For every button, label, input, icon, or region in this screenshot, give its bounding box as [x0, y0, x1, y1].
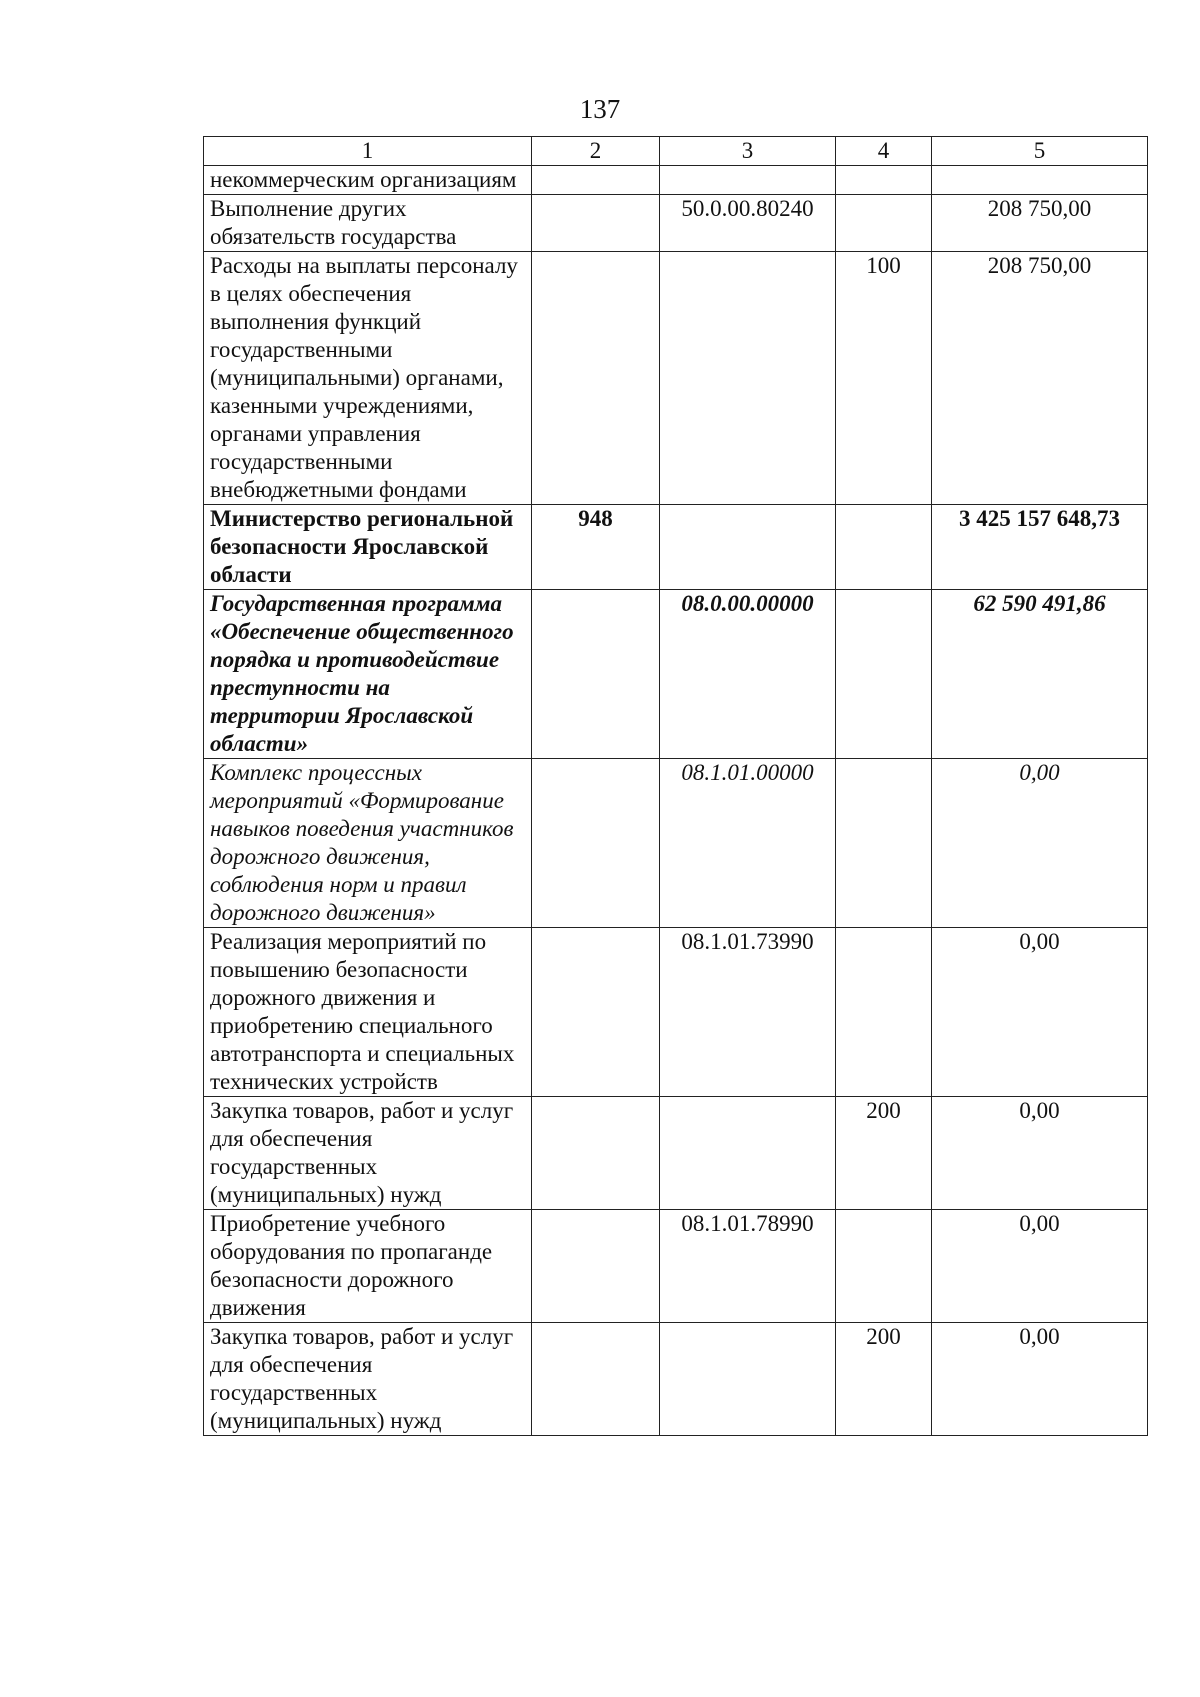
cell-name: Реализация мероприятий по повышению безопасности дорожного движения и приобретению специального автотранспорта и специальных технических устройств: [204, 928, 532, 1097]
column-header-2: 2: [532, 137, 660, 166]
cell-amount: 208 750,00: [932, 195, 1148, 252]
cell-amount: 0,00: [932, 1210, 1148, 1323]
cell-target: 08.1.01.73990: [660, 928, 836, 1097]
table-header-row: [204, 137, 1148, 166]
cell-code: [532, 195, 660, 252]
table-row: [204, 1210, 1148, 1323]
cell-code: [532, 1097, 660, 1210]
cell-target: [660, 252, 836, 505]
cell-code: [532, 1323, 660, 1436]
page-number: 137: [579, 94, 621, 124]
cell-code: 948: [532, 505, 660, 590]
cell-amount: 0,00: [932, 928, 1148, 1097]
cell-type: [836, 195, 932, 252]
cell-name: некоммерческим организациям: [204, 166, 532, 195]
cell-target: 08.0.00.00000: [660, 590, 836, 759]
cell-type: [836, 759, 932, 928]
cell-type: 200: [836, 1097, 932, 1210]
cell-name: Расходы на выплаты персоналу в целях обеспечения выполнения функций государственными (муниципальными) органами, казенными учреждениями, органами управления государственными внебюджетными фондами: [204, 252, 532, 505]
cell-amount: 3 425 157 648,73: [932, 505, 1148, 590]
cell-amount: 0,00: [932, 1097, 1148, 1210]
cell-type: 100: [836, 252, 932, 505]
cell-code: [532, 590, 660, 759]
cell-name: Закупка товаров, работ и услуг для обеспечения государственных (муниципальных) нужд: [204, 1323, 532, 1436]
cell-type: [836, 505, 932, 590]
column-header-4: 4: [836, 137, 932, 166]
cell-amount: 208 750,00: [932, 252, 1148, 505]
cell-amount: 0,00: [932, 759, 1148, 928]
table-row: [204, 759, 1148, 928]
cell-name: Выполнение других обязательств государства: [204, 195, 532, 252]
cell-target: [660, 166, 836, 195]
column-header-3: 3: [660, 137, 836, 166]
column-header-5: 5: [932, 137, 1148, 166]
cell-amount: [932, 166, 1148, 195]
cell-name: Министерство региональной безопасности Ярославской области: [204, 505, 532, 590]
cell-type: 200: [836, 1323, 932, 1436]
table-body: [204, 166, 1148, 1436]
cell-type: [836, 590, 932, 759]
cell-code: [532, 252, 660, 505]
cell-code: [532, 166, 660, 195]
cell-amount: 62 590 491,86: [932, 590, 1148, 759]
table-row: [204, 928, 1148, 1097]
cell-target: [660, 1097, 836, 1210]
budget-table: [203, 136, 1148, 1436]
table-row: [204, 1097, 1148, 1210]
cell-target: [660, 505, 836, 590]
table-row: [204, 195, 1148, 252]
cell-type: [836, 1210, 932, 1323]
table-row: [204, 252, 1148, 505]
table-row: [204, 590, 1148, 759]
cell-type: [836, 166, 932, 195]
cell-target: 08.1.01.00000: [660, 759, 836, 928]
cell-name: Закупка товаров, работ и услуг для обеспечения государственных (муниципальных) нужд: [204, 1097, 532, 1210]
cell-code: [532, 1210, 660, 1323]
cell-target: 50.0.00.80240: [660, 195, 836, 252]
cell-target: 08.1.01.78990: [660, 1210, 836, 1323]
cell-name: Государственная программа «Обеспечение общественного порядка и противодействие преступности на территории Ярославской области»: [204, 590, 532, 759]
table-row: [204, 1323, 1148, 1436]
cell-code: [532, 759, 660, 928]
cell-name: Комплекс процессных мероприятий «Формирование навыков поведения участников дорожного движения, соблюдения норм и правил дорожного движения»: [204, 759, 532, 928]
cell-target: [660, 1323, 836, 1436]
column-header-1: 1: [204, 137, 532, 166]
cell-type: [836, 928, 932, 1097]
table-row: [204, 166, 1148, 195]
cell-name: Приобретение учебного оборудования по пропаганде безопасности дорожного движения: [204, 1210, 532, 1323]
cell-code: [532, 928, 660, 1097]
table-row: [204, 505, 1148, 590]
cell-amount: 0,00: [932, 1323, 1148, 1436]
